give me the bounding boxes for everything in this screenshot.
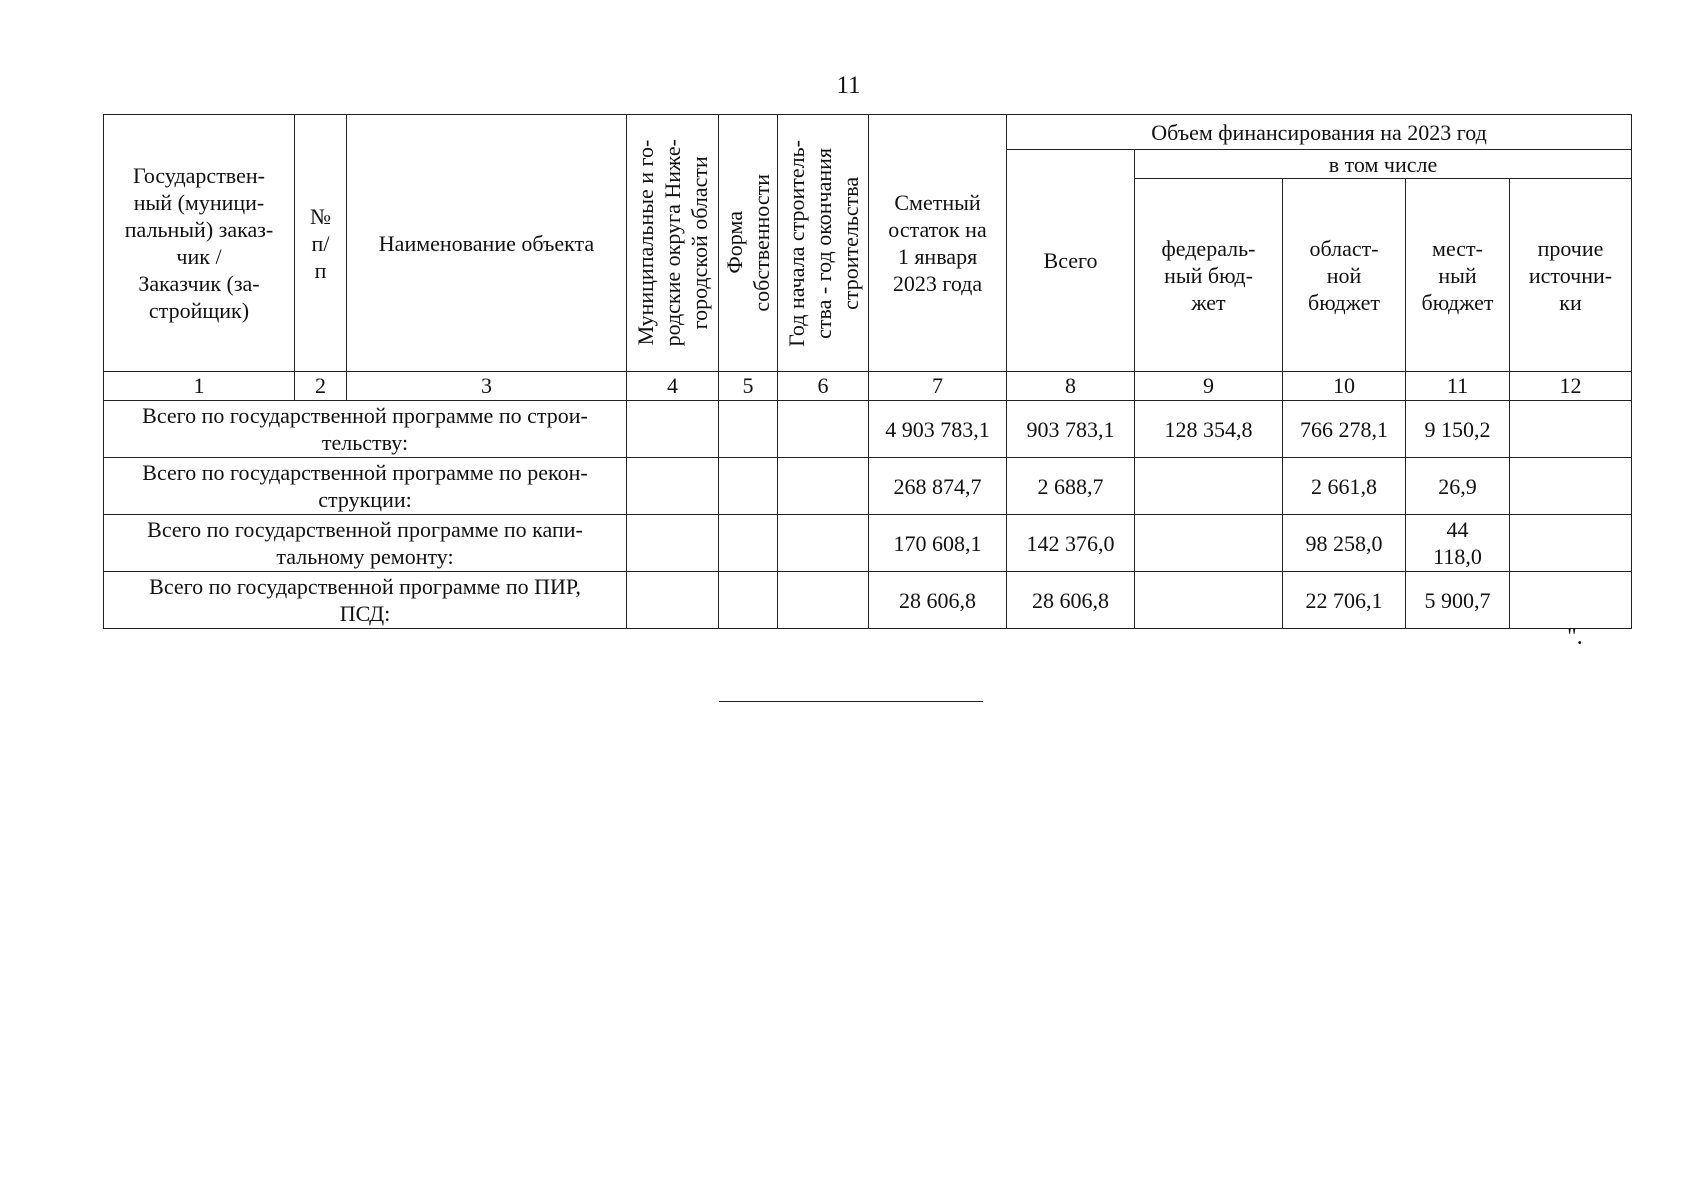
- row-label: Всего по государственной программе по рекон- струкции:: [104, 458, 627, 515]
- row-label: Всего по государственной программе по капи- тальному ремонту:: [104, 515, 627, 572]
- cell-total: 2 688,7: [1007, 458, 1135, 515]
- page-number: 11: [836, 72, 861, 99]
- table-row: [104, 572, 1632, 629]
- cell-municipal: [627, 401, 719, 458]
- header-funding-volume: Объем финансирования на 2023 год: [1007, 115, 1632, 150]
- cell-regional: 2 661,8: [1283, 458, 1406, 515]
- table-row: [104, 458, 1632, 515]
- column-number: 9: [1135, 372, 1283, 401]
- cell-local: 26,9: [1406, 458, 1510, 515]
- cell-ownership: [719, 515, 778, 572]
- column-number: 1: [104, 372, 295, 401]
- header-federal-budget: федераль- ный бюд- жет: [1135, 179, 1283, 372]
- cell-municipal: [627, 515, 719, 572]
- cell-total: 142 376,0: [1007, 515, 1135, 572]
- header-estimated-balance: Сметный остаток на 1 января 2023 года: [869, 115, 1007, 372]
- cell-ownership: [719, 401, 778, 458]
- table-row: [104, 515, 1632, 572]
- column-number: 7: [869, 372, 1007, 401]
- cell-years: [778, 572, 869, 629]
- cell-other: [1510, 401, 1632, 458]
- cell-estimated-balance: 170 608,1: [869, 515, 1007, 572]
- header-municipal-districts: Муниципальные и го- родские округа Ниже- городской области: [627, 115, 719, 372]
- column-number: 6: [778, 372, 869, 401]
- cell-federal: [1135, 572, 1283, 629]
- header-number: № п/ п: [295, 115, 347, 372]
- cell-ownership: [719, 458, 778, 515]
- cell-municipal: [627, 458, 719, 515]
- closing-quote: ".: [1567, 624, 1583, 650]
- table-row: [104, 401, 1632, 458]
- row-label: Всего по государственной программе по ПИР, ПСД:: [104, 572, 627, 629]
- cell-other: [1510, 515, 1632, 572]
- end-separator-line: [719, 701, 983, 702]
- cell-years: [778, 515, 869, 572]
- column-number: 3: [347, 372, 627, 401]
- cell-total: 28 606,8: [1007, 572, 1135, 629]
- cell-local: 5 900,7: [1406, 572, 1510, 629]
- cell-federal: [1135, 458, 1283, 515]
- cell-other: [1510, 572, 1632, 629]
- header-regional-budget: област- ной бюджет: [1283, 179, 1406, 372]
- header-customer: Государствен- ный (муници- пальный) заказ- чик / Заказчик (за- стройщик): [104, 115, 295, 372]
- header-object-name: Наименование объекта: [347, 115, 627, 372]
- cell-total: 903 783,1: [1007, 401, 1135, 458]
- budget-table: [103, 114, 1632, 629]
- column-number: 8: [1007, 372, 1135, 401]
- header-local-budget: мест- ный бюджет: [1406, 179, 1510, 372]
- cell-other: [1510, 458, 1632, 515]
- column-number: 2: [295, 372, 347, 401]
- column-number: 4: [627, 372, 719, 401]
- cell-ownership: [719, 572, 778, 629]
- cell-regional: 766 278,1: [1283, 401, 1406, 458]
- cell-years: [778, 401, 869, 458]
- column-number: 11: [1406, 372, 1510, 401]
- column-numbers-row: [104, 372, 1632, 401]
- header-total: Всего: [1007, 150, 1135, 372]
- cell-federal: [1135, 515, 1283, 572]
- header-construction-years: Год начала строитель- ства - год окончания строительства: [778, 115, 869, 372]
- header-including: в том числе: [1135, 150, 1632, 179]
- cell-regional: 22 706,1: [1283, 572, 1406, 629]
- cell-estimated-balance: 268 874,7: [869, 458, 1007, 515]
- row-label: Всего по государственной программе по строи- тельству:: [104, 401, 627, 458]
- cell-municipal: [627, 572, 719, 629]
- cell-local: 9 150,2: [1406, 401, 1510, 458]
- cell-years: [778, 458, 869, 515]
- column-number: 12: [1510, 372, 1632, 401]
- header-other-sources: прочие источни- ки: [1510, 179, 1632, 372]
- cell-estimated-balance: 4 903 783,1: [869, 401, 1007, 458]
- column-number: 5: [719, 372, 778, 401]
- cell-regional: 98 258,0: [1283, 515, 1406, 572]
- header-ownership-form: Форма собственности: [719, 115, 778, 372]
- cell-federal: 128 354,8: [1135, 401, 1283, 458]
- column-number: 10: [1283, 372, 1406, 401]
- cell-estimated-balance: 28 606,8: [869, 572, 1007, 629]
- cell-local: 44 118,0: [1406, 515, 1510, 572]
